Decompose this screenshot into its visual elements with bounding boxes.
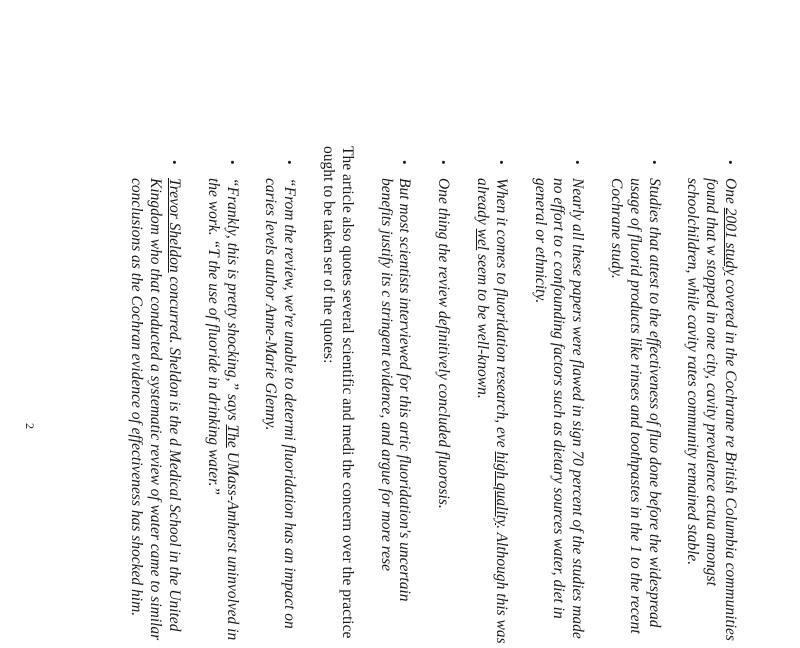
quote-item	[203, 160, 241, 648]
quality-link[interactable]: high quality	[492, 451, 510, 526]
sheldon-link[interactable]: Trevor Sheldon	[166, 178, 184, 273]
quote-text: “Frankly, this is pretty shocking,” says	[223, 178, 241, 425]
bullet-item	[683, 160, 739, 648]
bullet-text: seem to be well-known.	[474, 254, 492, 399]
body-paragraph: The article also quotes several scientific and medi the concern over the practice ought to be taken ser of the quotes:	[320, 146, 356, 639]
bullet-item	[472, 160, 510, 648]
bullet-text: . Although this was already	[474, 178, 510, 644]
bullet-text: One thing the review definitively concluded fluorosis.	[435, 178, 453, 509]
bullet-icon: •	[224, 160, 240, 165]
document-body	[107, 146, 739, 648]
well-known-link[interactable]: wel	[474, 228, 492, 251]
bullet-icon: •	[493, 160, 509, 165]
bullet-text: But most scientists interviewed for this artic fluoridation's uncertain benefits justify its c stringent evidence, and argue for more rese	[377, 178, 414, 602]
page-number: 2	[23, 423, 37, 429]
bullet-icon: •	[282, 160, 298, 165]
bullet-text: covered in the Cochrane re	[722, 275, 739, 448]
bullet-item	[606, 160, 663, 648]
quote-text: UMass-Amherst uninvolved in the work. “T the use of fluoride in drinking water.”	[204, 178, 241, 641]
quote-link[interactable]: The	[223, 424, 241, 448]
quote-item	[127, 160, 184, 648]
bullet-icon: •	[570, 160, 586, 165]
bullet-text: Nearly all these papers were flawed in sign 70 percent of the studies made no effort to c confounding factors such as dietary sources water, diet in general or ethnicity.	[531, 178, 587, 639]
quote-text: “From the review, we're unable to determi fluoridation has an impact on caries levels author Anne-Marie Glenny.	[262, 178, 299, 629]
bullet-icon: •	[436, 160, 452, 165]
quote-text: concurred. Sheldon is the d Medical School in the United Kingdom who that conducted a systematic review of water came to similar conclusions as the Cochran evidence of effectiveness has shocked him.	[128, 178, 184, 641]
quote-item	[261, 160, 299, 648]
bullet-item	[530, 160, 587, 648]
bullet-text: When it comes to fluoridation research, eve	[492, 178, 510, 448]
bullet-item	[433, 160, 453, 648]
bullet-icon: •	[167, 160, 183, 165]
bullet-item	[376, 160, 414, 648]
study-link[interactable]: 2001 study	[722, 207, 739, 276]
bullet-icon: •	[397, 160, 413, 165]
bullet-icon: •	[723, 160, 738, 165]
bullet-icon: •	[646, 160, 662, 165]
bullet-text: British Columbia communities found that w stopped in one city, cavity prevalence actua amongst schoolchildren, while cavity rates community remained stable.	[684, 178, 739, 641]
bullet-text: Studies that attest to the effectiveness of fluo done before the widespread usage of fluorid products like rinses and toothpastes in the 1 to the recent Cochrane study.	[608, 178, 663, 634]
bullet-text: One	[722, 178, 739, 208]
